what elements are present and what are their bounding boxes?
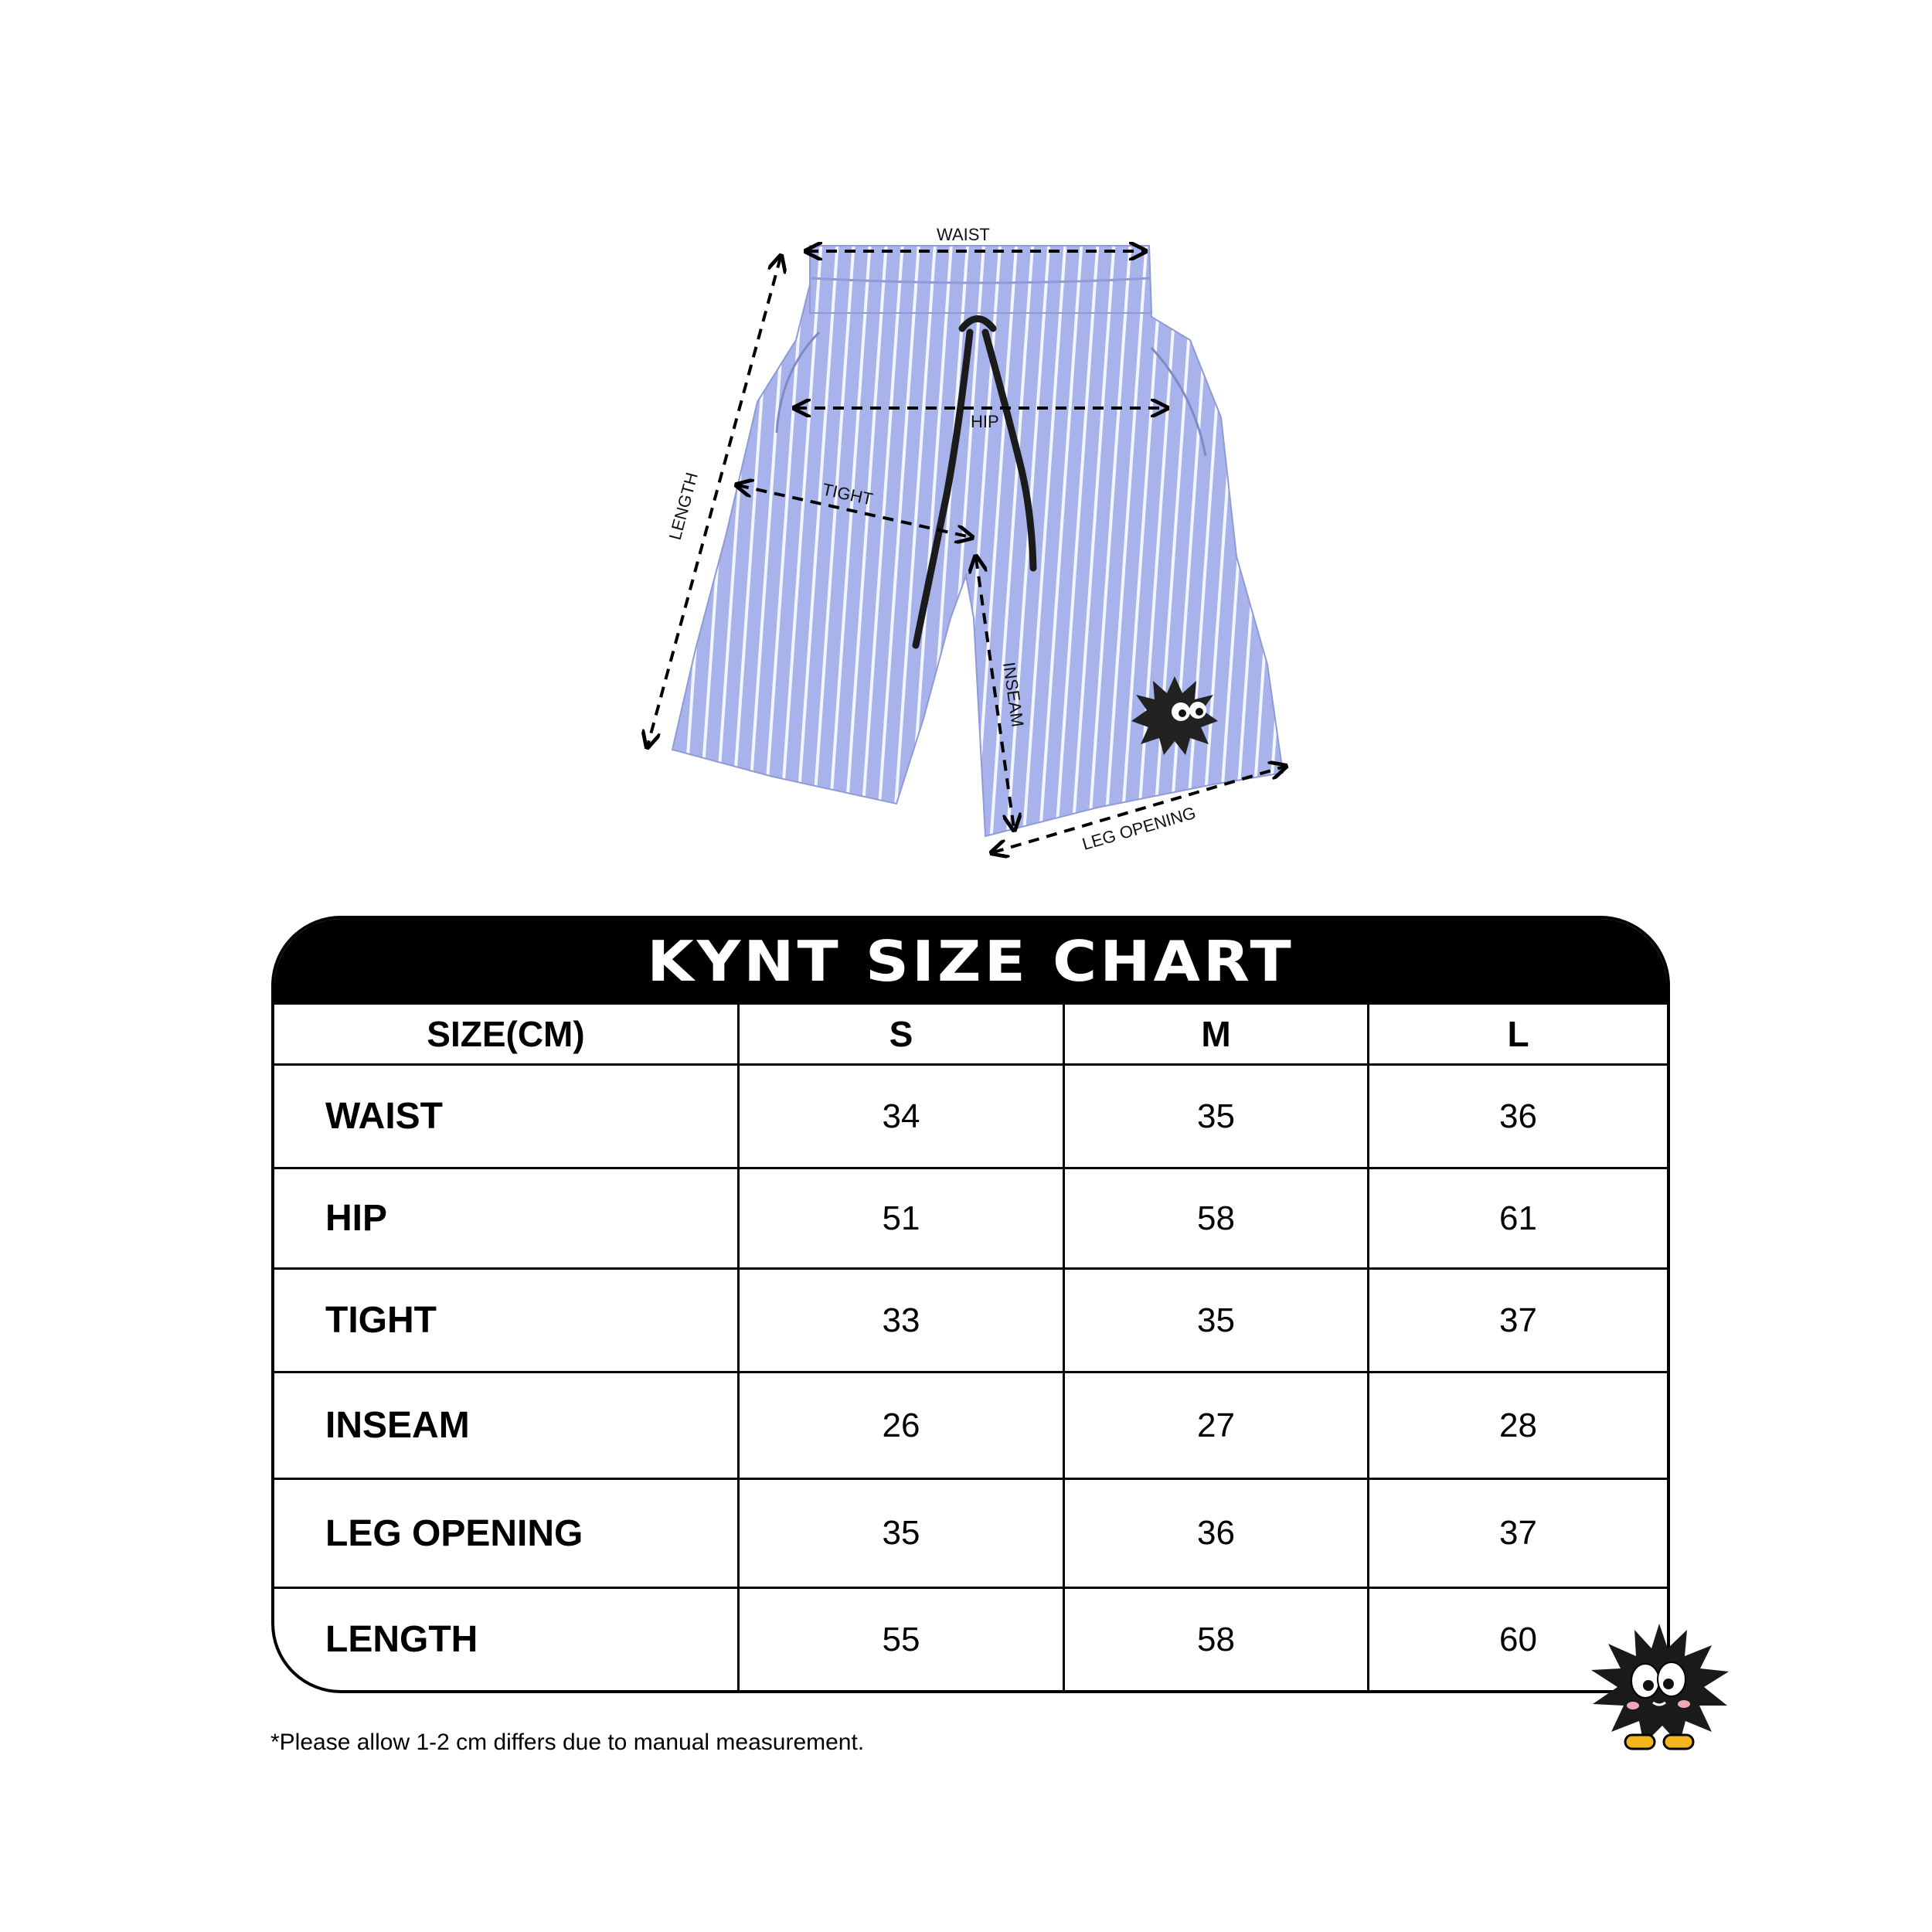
- table-cell: 37: [1369, 1270, 1667, 1373]
- row-label-leg-opening: LEG OPENING: [274, 1480, 740, 1589]
- table-cell: 28: [1369, 1373, 1667, 1480]
- size-chart-table: [271, 916, 1670, 1693]
- column-header-m: M: [1065, 1005, 1369, 1066]
- shorts-measurement-diagram: [0, 0, 1932, 889]
- row-label-inseam: INSEAM: [274, 1373, 740, 1480]
- soot-sprite-mascot-icon: [1588, 1619, 1731, 1758]
- leg-opening-label: LEG OPENING: [1080, 802, 1199, 854]
- table-cell: 55: [740, 1589, 1065, 1690]
- size-chart-header: [274, 919, 1667, 1005]
- table-cell: 36: [1369, 1066, 1667, 1169]
- size-chart-title: KYNT SIZE CHART: [647, 930, 1294, 994]
- column-header-l: L: [1369, 1005, 1667, 1066]
- table-cell: 61: [1369, 1169, 1667, 1270]
- table-cell: 51: [740, 1169, 1065, 1270]
- inseam-label: INSEAM: [999, 661, 1028, 729]
- row-label-hip: HIP: [274, 1169, 740, 1270]
- size-chart-grid: [274, 1005, 1667, 1690]
- table-cell: 36: [1065, 1480, 1369, 1589]
- row-label-tight: TIGHT: [274, 1270, 740, 1373]
- column-header-size: SIZE(CM): [274, 1005, 740, 1066]
- table-cell: 35: [1065, 1270, 1369, 1373]
- table-cell: 35: [1065, 1066, 1369, 1169]
- table-cell: 37: [1369, 1480, 1667, 1589]
- measurement-note: *Please allow 1-2 cm differs due to manual measurement.: [270, 1730, 865, 1755]
- table-cell: 33: [740, 1270, 1065, 1373]
- row-label-length: LENGTH: [274, 1589, 740, 1690]
- table-cell: 34: [740, 1066, 1065, 1169]
- hip-label: HIP: [971, 412, 999, 431]
- row-label-waist: WAIST: [274, 1066, 740, 1169]
- tight-label: TIGHT: [820, 479, 875, 509]
- length-label: LENGTH: [665, 470, 702, 543]
- table-cell: 58: [1065, 1589, 1369, 1690]
- table-cell: 27: [1065, 1373, 1369, 1480]
- table-cell: 58: [1065, 1169, 1369, 1270]
- table-cell: 35: [740, 1480, 1065, 1589]
- waist-label: WAIST: [937, 225, 990, 244]
- column-header-s: S: [740, 1005, 1065, 1066]
- table-cell: 60: [1499, 1620, 1537, 1658]
- shorts-body: [672, 278, 1283, 836]
- table-cell: 26: [740, 1373, 1065, 1480]
